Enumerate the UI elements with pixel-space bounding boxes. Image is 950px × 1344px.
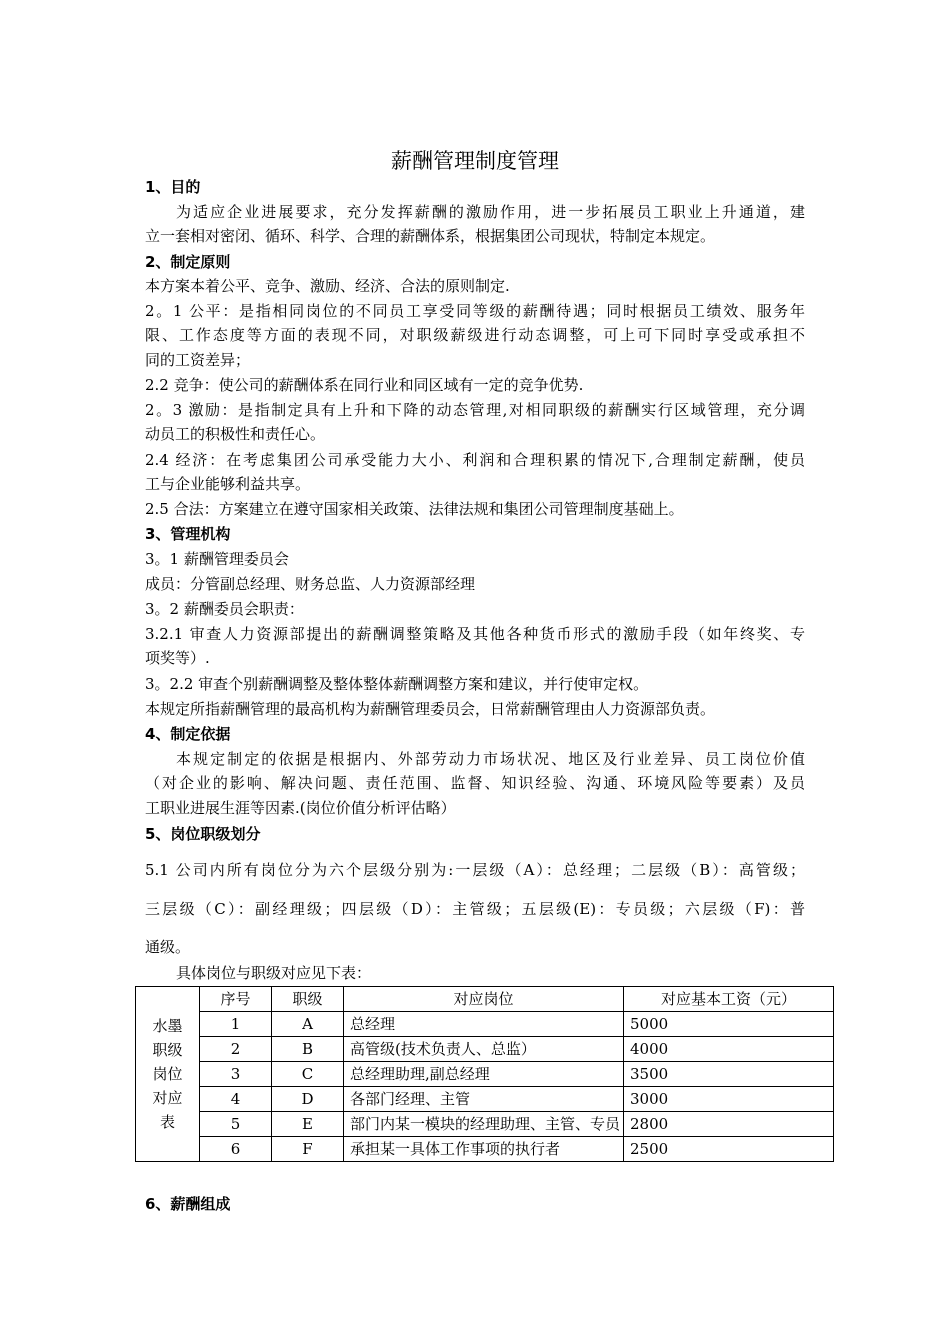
table-cell: 总经理助理,副总经理 — [344, 1062, 624, 1087]
table-header-cell: 对应基本工资（元） — [624, 987, 834, 1012]
table-cell: 总经理 — [344, 1012, 624, 1037]
table-header-cell: 序号 — [200, 987, 272, 1012]
paragraph-line: 项奖等）. — [145, 649, 210, 667]
section-heading: 2、制定原则 — [145, 253, 231, 271]
table-cell: 承担某一具体工作事项的执行者 — [344, 1137, 624, 1162]
table-cell: 3000 — [624, 1087, 834, 1112]
table-header-cell: 对应岗位 — [344, 987, 624, 1012]
paragraph-line: 动员工的积极性和责任心。 — [145, 425, 326, 443]
table-cell: F — [272, 1137, 344, 1162]
paragraph-line: 通级。 — [145, 938, 191, 956]
table-cell: A — [272, 1012, 344, 1037]
table-header-row — [136, 987, 834, 1012]
grade-position-table — [135, 986, 834, 1162]
table-cell: 部门内某一模块的经理助理、主管、专员 — [344, 1112, 624, 1137]
paragraph-line: 成员：分管副总经理、财务总监、人力资源部经理 — [145, 575, 476, 593]
table-cell: 2500 — [624, 1137, 834, 1162]
paragraph-line: 2。3 激励：是指制定具有上升和下降的动态管理,对相同职级的薪酬实行区域管理，充分调 — [145, 401, 805, 419]
paragraph-line: 工职业进展生涯等因素.(岗位价值分析评估略） — [145, 799, 456, 817]
paragraph-line: 3。1 薪酬管理委员会 — [145, 550, 289, 568]
paragraph-line: 为适应企业进展要求，充分发挥薪酬的激励作用，进一步拓展员工职业上升通道，建 — [176, 203, 805, 221]
table-cell: 高管级(技术负责人、总监） — [344, 1037, 624, 1062]
paragraph-line: 2。1 公平：是指相同岗位的不同员工享受同等级的薪酬待遇；同时根据员工绩效、服务年 — [145, 302, 805, 320]
table-cell: 2 — [200, 1037, 272, 1062]
paragraph-line: 3.2.1 审查人力资源部提出的薪酬调整策略及其他各种货币形式的激励手段（如年终奖、专 — [145, 625, 805, 643]
table-cell: 3 — [200, 1062, 272, 1087]
paragraph-line: 同的工资差异； — [145, 351, 251, 369]
paragraph-line: 3。2 薪酬委员会职责： — [145, 600, 304, 618]
table-cell: 4 — [200, 1087, 272, 1112]
table-side-label — [136, 987, 200, 1162]
paragraph-line: 本规定所指薪酬管理的最高机构为薪酬管理委员会，日常薪酬管理由人力资源部负责。 — [145, 700, 716, 718]
paragraph-line: 2.2 竞争：使公司的薪酬体系在同行业和同区域有一定的竞争优势. — [145, 376, 584, 394]
table-row — [136, 1112, 834, 1137]
section-heading: 1、目的 — [145, 178, 201, 196]
paragraph-line: 立一套相对密闭、循环、科学、合理的薪酬体系，根据集团公司现状，特制定本规定。 — [145, 227, 716, 245]
paragraph-line: 3。2.2 审查个别薪酬调整及整体整体薪酬调整方案和建议，并行使审定权。 — [145, 675, 649, 693]
table-row — [136, 1087, 834, 1112]
table-header-cell: 职级 — [272, 987, 344, 1012]
paragraph-line: 具体岗位与职级对应见下表： — [176, 964, 372, 982]
paragraph-line: 限、工作态度等方面的表现不同，对职级薪级进行动态调整，可上可下同时享受或承担不 — [145, 326, 805, 344]
paragraph-line: 2.4 经济：在考虑集团公司承受能力大小、利润和合理积累的情况下,合理制定薪酬，使员 — [145, 451, 805, 469]
paragraph-line: 三层级（C）：副经理级；四层级（D）：主管级；五层级(E)：专员级；六层级（F)：普 — [145, 900, 805, 918]
table-cell: 2800 — [624, 1112, 834, 1137]
paragraph-line: （对企业的影响、解决问题、责任范围、监督、知识经验、沟通、环境风险等要素）及员 — [145, 774, 805, 792]
table-row — [136, 1037, 834, 1062]
table-cell: C — [272, 1062, 344, 1087]
table-row — [136, 1137, 834, 1162]
table-cell: 4000 — [624, 1037, 834, 1062]
table-cell: D — [272, 1087, 344, 1112]
document-title: 薪酬管理制度管理 — [391, 149, 559, 173]
table-row — [136, 1012, 834, 1037]
table-side-label-text: 水墨职级岗位对应表 — [152, 1017, 183, 1131]
table-cell: 6 — [200, 1137, 272, 1162]
table-cell: E — [272, 1112, 344, 1137]
paragraph-line: 工与企业能够利益共享。 — [145, 475, 311, 493]
section-heading: 3、管理机构 — [145, 525, 231, 543]
table-row — [136, 1062, 834, 1087]
section-heading: 5、岗位职级划分 — [145, 825, 261, 843]
section-heading: 4、制定依据 — [145, 725, 231, 743]
paragraph-line: 2.5 合法：方案建立在遵守国家相关政策、法律法规和集团公司管理制度基础上。 — [145, 500, 684, 518]
section-heading-6: 6、薪酬组成 — [145, 1195, 231, 1213]
paragraph-line: 5.1 公司内所有岗位分为六个层级分别为:一层级（A）：总经理；二层级（B）：高管级； — [145, 861, 805, 879]
table-cell: 各部门经理、主管 — [344, 1087, 624, 1112]
table-cell: 1 — [200, 1012, 272, 1037]
table-cell: 3500 — [624, 1062, 834, 1087]
paragraph-line: 本方案本着公平、竞争、激励、经济、合法的原则制定. — [145, 277, 510, 295]
table-cell: 5000 — [624, 1012, 834, 1037]
paragraph-line: 本规定制定的依据是根据内、外部劳动力市场状况、地区及行业差异、员工岗位价值 — [176, 750, 805, 768]
table-cell: 5 — [200, 1112, 272, 1137]
table-cell: B — [272, 1037, 344, 1062]
